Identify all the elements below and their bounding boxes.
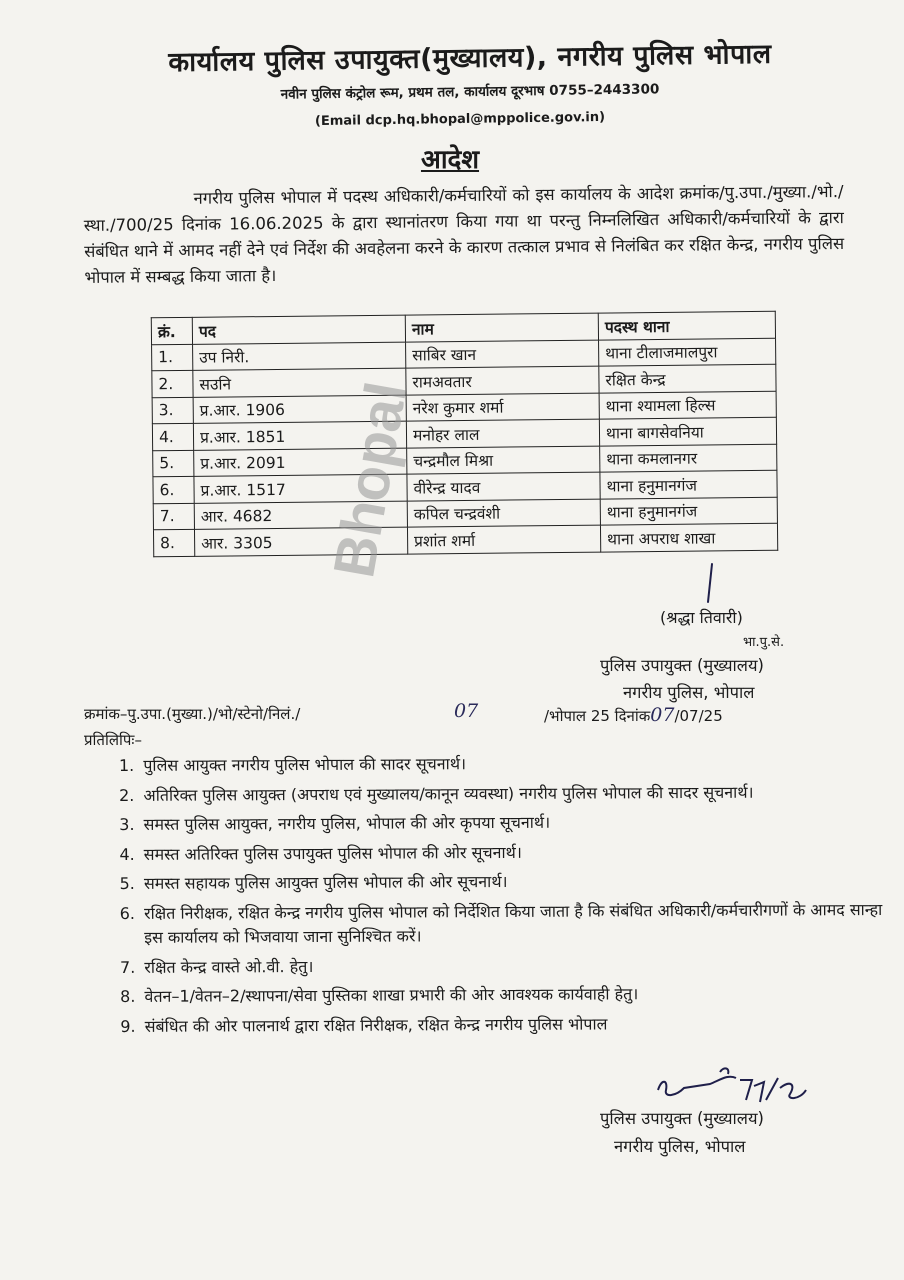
- cell-station: थाना कमलानगर: [600, 444, 777, 472]
- signature-stroke-icon: [700, 562, 720, 606]
- cell-name: चन्द्रमौल मिश्रा: [407, 446, 600, 475]
- cell-post: प्र.आर. 2091: [194, 448, 407, 477]
- signatory-service: भा.पु.से.: [743, 635, 785, 650]
- cell-name: साबिर खान: [406, 340, 599, 369]
- cell-post: आर. 4682: [194, 501, 407, 530]
- order-heading: आदेश: [420, 145, 480, 175]
- header-station: पदस्थ थाना: [598, 311, 775, 339]
- cell-name: मनोहर लाल: [406, 419, 599, 448]
- reference-number: 07: [454, 700, 479, 722]
- list-item: 4. समस्त अतिरिक्त पुलिस उपायुक्त पुलिस भोपाल की ओर सूचनार्थ।: [140, 838, 900, 866]
- cell-serial: 4.: [152, 423, 193, 450]
- reference-prefix: क्रमांक–पु.उपा.(मुख्या.)/भो/स्टेनो/निलं./: [84, 705, 301, 723]
- list-item: 6. रक्षित निरीक्षक, रक्षित केन्द्र नगरीय पुलिस भोपाल को निर्देशित किया जाता है कि संबंधित अधिकारी/कर्मचारीगणों के आमद सान्हा इस कार्यालय को भिजवाया जाना सुनिश्चित करें।: [140, 897, 900, 950]
- signatory-designation: पुलिस उपायुक्त (मुख्यालय): [600, 656, 764, 675]
- reference-date: [544, 704, 723, 726]
- cell-serial: 8.: [153, 529, 194, 556]
- cell-post: प्र.आर. 1517: [194, 474, 407, 503]
- cell-serial: 7.: [153, 503, 194, 530]
- cell-post: सउनि: [193, 368, 406, 397]
- handwritten-signature-icon: [650, 1060, 820, 1112]
- list-item: 3. समस्त पुलिस आयुक्त, नगरीय पुलिस, भोपाल की ओर कृपया सूचनार्थ।: [140, 809, 900, 837]
- signatory2-designation: पुलिस उपायुक्त (मुख्यालय): [600, 1109, 764, 1128]
- reference-date-prefix: /भोपाल 25 दिनांक: [544, 707, 651, 725]
- cell-name: नरेश कुमार शर्मा: [406, 393, 599, 422]
- cell-name: प्रशांत शर्मा: [407, 525, 600, 554]
- copy-recipients-list: [99, 750, 901, 1044]
- suspended-staff-table: [151, 311, 778, 557]
- cell-post: प्र.आर. 1851: [193, 421, 406, 450]
- bhopal-watermark: Bhopal: [321, 377, 420, 583]
- list-item: 2. अतिरिक्त पुलिस आयुक्त (अपराध एवं मुख्यालय/कानून व्यवस्था) नगरीय पुलिस भोपाल की सादर सूचनार्थ।: [139, 779, 899, 807]
- cell-station: थाना अपराध शाखा: [600, 523, 777, 551]
- header-serial: क्रं.: [151, 317, 192, 344]
- cell-name: कपिल चन्द्रवंशी: [407, 499, 600, 528]
- cell-serial: 3.: [152, 397, 193, 424]
- header-name: नाम: [405, 313, 598, 342]
- order-paragraph: नगरीय पुलिस भोपाल में पदस्थ अधिकारी/कर्मचारियों को इस कार्यालय के आदेश क्रमांक/पु.उपा./मुख्या./भो./स्था./700/25 दिनांक 16.06.2025 के द्वारा स्थानांतरण किया गया था परन्तु निम्नलिखित अधिकारी/कर्मचारियों के द्वारा संबंधित थाने में आमद नहीं देने एवं निर्देश की अवहेलना करने के कारण तत्काल प्रभाव से निलंबित कर रक्षित केन्द्र, नगरीय पुलिस भोपाल में सम्बद्ध किया जाता है।: [83, 182, 845, 287]
- cell-post: प्र.आर. 1906: [193, 395, 406, 424]
- list-item: 9. संबंधित की ओर पालनार्थ द्वारा रक्षित निरीक्षक, रक्षित केन्द्र नगरीय पुलिस भोपाल: [141, 1010, 901, 1038]
- reference-date-day: 07: [650, 704, 675, 726]
- header-post: पद: [192, 315, 405, 344]
- list-item: 1. पुलिस आयुक्त नगरीय पुलिस भोपाल की सादर सूचनार्थ।: [139, 750, 899, 778]
- cell-station: थाना हनुमानगंज: [600, 497, 777, 525]
- reference-line: [84, 700, 824, 726]
- reference-date-suffix: /07/25: [674, 707, 723, 725]
- copy-to-label: प्रतिलिपिः–: [84, 731, 142, 749]
- signatory-name: (श्रद्धा तिवारी): [660, 608, 743, 627]
- cell-name: वीरेन्द्र यादव: [407, 472, 600, 501]
- cell-station: रक्षित केन्द्र: [599, 364, 776, 392]
- cell-serial: 2.: [152, 370, 193, 397]
- list-item: 5. समस्त सहायक पुलिस आयुक्त पुलिस भोपाल की ओर सूचनार्थ।: [140, 868, 900, 896]
- office-title: कार्यालय पुलिस उपायुक्त(मुख्यालय), नगरीय पुलिस भोपाल: [168, 38, 772, 79]
- cell-station: थाना बागसेवनिया: [599, 417, 776, 445]
- list-item: 8. वेतन–1/वेतन–2/स्थापना/सेवा पुस्तिका शाखा प्रभारी की ओर आवश्यक कार्यवाही हेतु।: [140, 981, 900, 1009]
- list-item: 7. रक्षित केन्द्र वास्ते ओ.वी. हेतु।: [140, 951, 900, 979]
- cell-post: आर. 3305: [194, 527, 407, 556]
- cell-serial: 5.: [153, 450, 194, 477]
- cell-station: थाना टीलाजमालपुरा: [599, 338, 776, 366]
- signatory2-city: नगरीय पुलिस, भोपाल: [614, 1137, 746, 1156]
- cell-post: उप निरी.: [193, 342, 406, 371]
- cell-name: रामअवतार: [406, 366, 599, 395]
- office-email: (Email dcp.hq.bhopal@mppolice.gov.in): [314, 109, 606, 130]
- cell-serial: 1.: [152, 344, 193, 371]
- office-address: नवीन पुलिस कंट्रोल रूम, प्रथम तल, कार्यालय दूरभाष 0755–2443300: [280, 81, 660, 103]
- cell-station: थाना श्यामला हिल्स: [599, 391, 776, 419]
- cell-serial: 6.: [153, 476, 194, 503]
- table-row: [153, 523, 777, 556]
- signatory-city: नगरीय पुलिस, भोपाल: [623, 683, 755, 702]
- cell-station: थाना हनुमानगंज: [600, 470, 777, 498]
